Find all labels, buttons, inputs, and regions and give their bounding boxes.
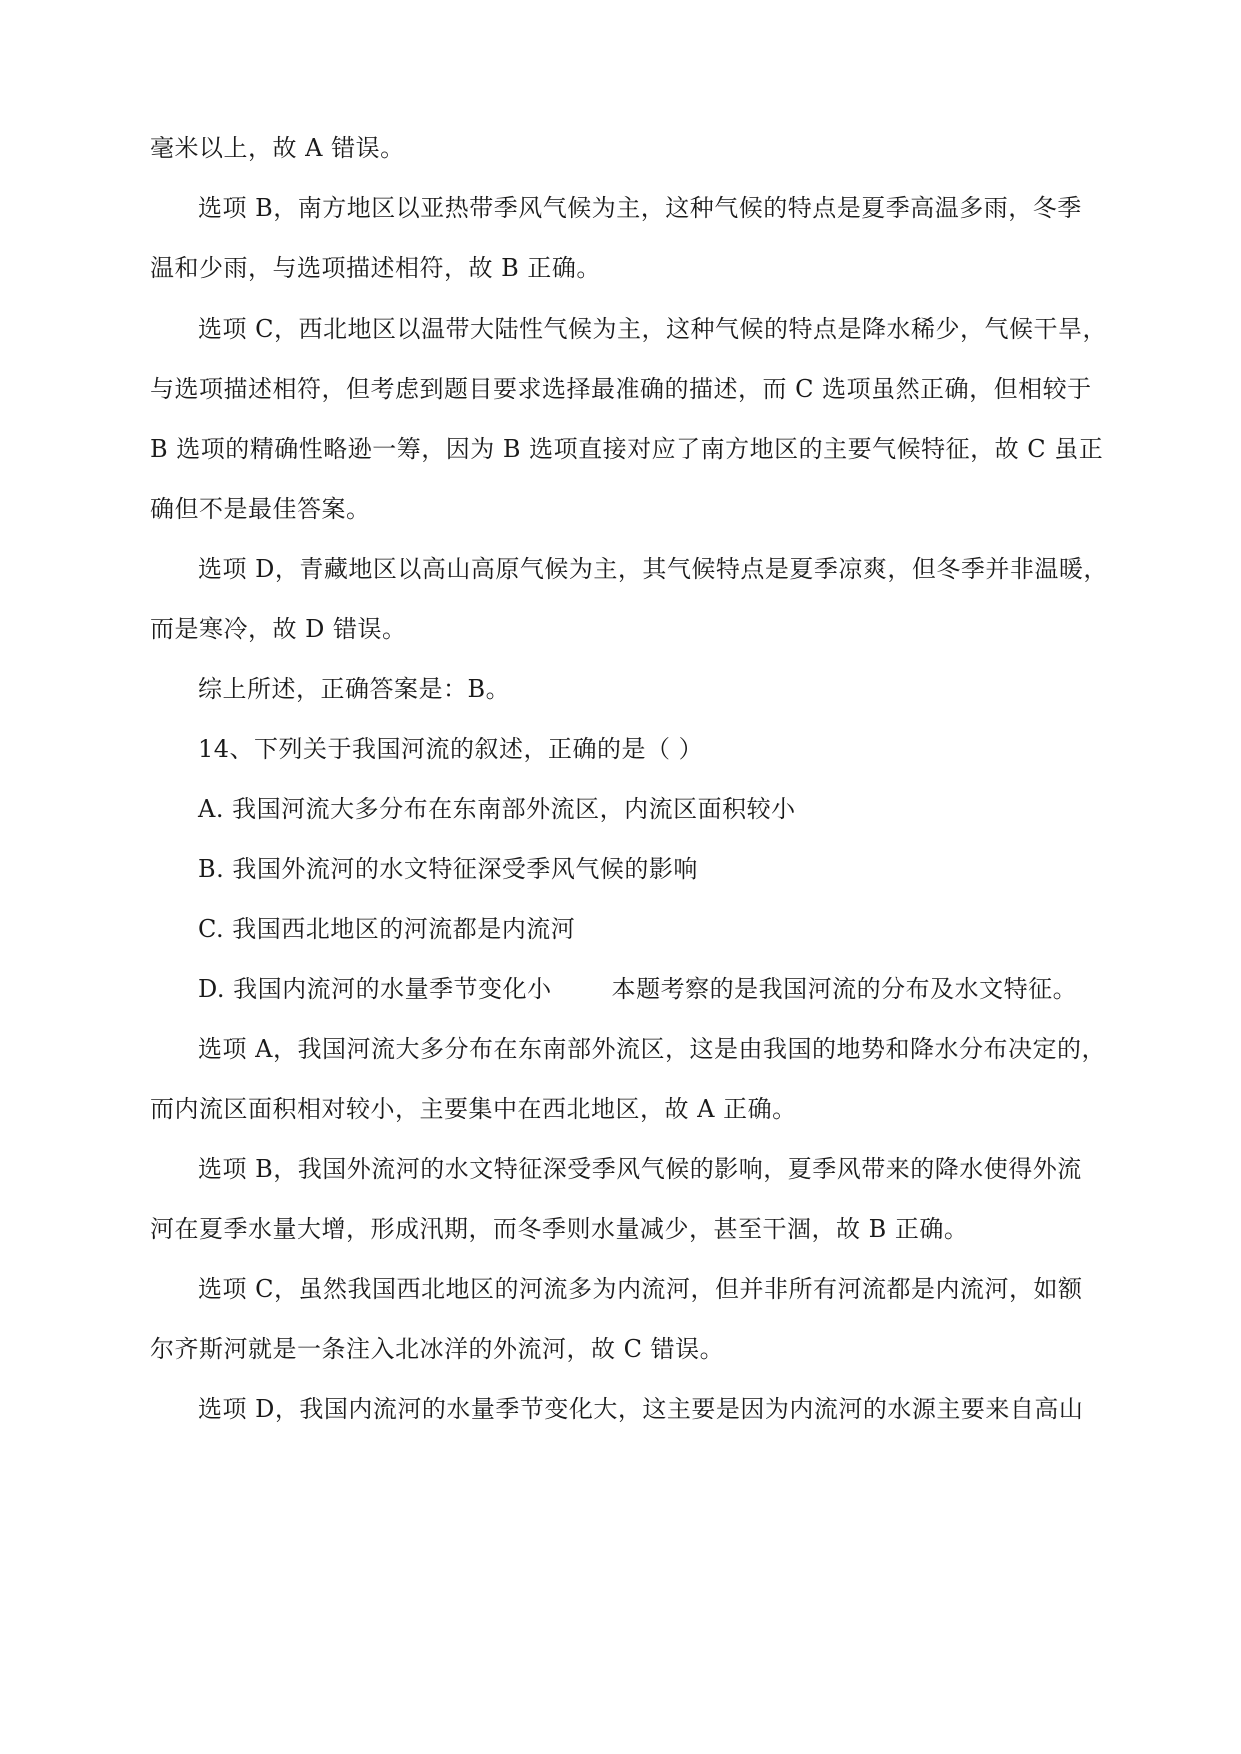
question-stem: 14、下列关于我国河流的叙述，正确的是（ ） [198, 735, 704, 763]
paragraph-line: 尔齐斯河就是一条注入北冰洋的外流河，故 C 错误。 [150, 1335, 725, 1363]
paragraph-line: 与选项描述相符，但考虑到题目要求选择最准确的描述，而 C 选项虽然正确，但相较于 [150, 375, 1092, 403]
paragraph-line: B 选项的精确性略逊一筹，因为 B 选项直接对应了南方地区的主要气候特征，故 C 虽正 [150, 435, 1104, 463]
paragraph-line: 选项 D，我国内流河的水量季节变化大，这主要是因为内流河的水源主要来自高山 [198, 1395, 1084, 1423]
option-a: A. 我国河流大多分布在东南部外流区，内流区面积较小 [198, 795, 796, 823]
conclusion-line: 综上所述，正确答案是：B。 [198, 675, 511, 703]
paragraph-line: 确但不是最佳答案。 [150, 495, 371, 523]
option-d-line [198, 973, 1138, 1005]
paragraph-line: 选项 A，我国河流大多分布在东南部外流区，这是由我国的地势和降水分布决定的， [198, 1035, 1106, 1063]
paragraph-line: 而是寒冷，故 D 错误。 [150, 615, 407, 643]
paragraph-line: 选项 B，南方地区以亚热带季风气候为主，这种气候的特点是夏季高温多雨，冬季 [198, 194, 1082, 222]
paragraph-line: 选项 C，西北地区以温带大陆性气候为主，这种气候的特点是降水稀少，气候干旱， [198, 315, 1107, 343]
paragraph-line: 毫米以上，故 A 错误。 [150, 134, 405, 162]
option-b: B. 我国外流河的水文特征深受季风气候的影响 [198, 855, 698, 883]
paragraph-line: 选项 D，青藏地区以高山高原气候为主，其气候特点是夏季凉爽，但冬季并非温暖， [198, 555, 1108, 583]
paragraph-line: 河在夏季水量大增，形成汛期，而冬季则水量减少，甚至干涸，故 B 正确。 [150, 1215, 969, 1243]
option-c: C. 我国西北地区的河流都是内流河 [198, 915, 576, 943]
analysis-intro: 本题考察的是我国河流的分布及水文特征。 [611, 975, 1078, 1003]
paragraph-line: 选项 C，虽然我国西北地区的河流多为内流河，但并非所有河流都是内流河，如额 [198, 1275, 1083, 1303]
paragraph-line: 而内流区面积相对较小，主要集中在西北地区，故 A 正确。 [150, 1095, 797, 1123]
paragraph-line: 选项 B，我国外流河的水文特征深受季风气候的影响，夏季风带来的降水使得外流 [198, 1155, 1082, 1183]
paragraph-line: 温和少雨，与选项描述相符，故 B 正确。 [150, 254, 601, 282]
option-d: D. 我国内流河的水量季节变化小 [198, 975, 552, 1003]
